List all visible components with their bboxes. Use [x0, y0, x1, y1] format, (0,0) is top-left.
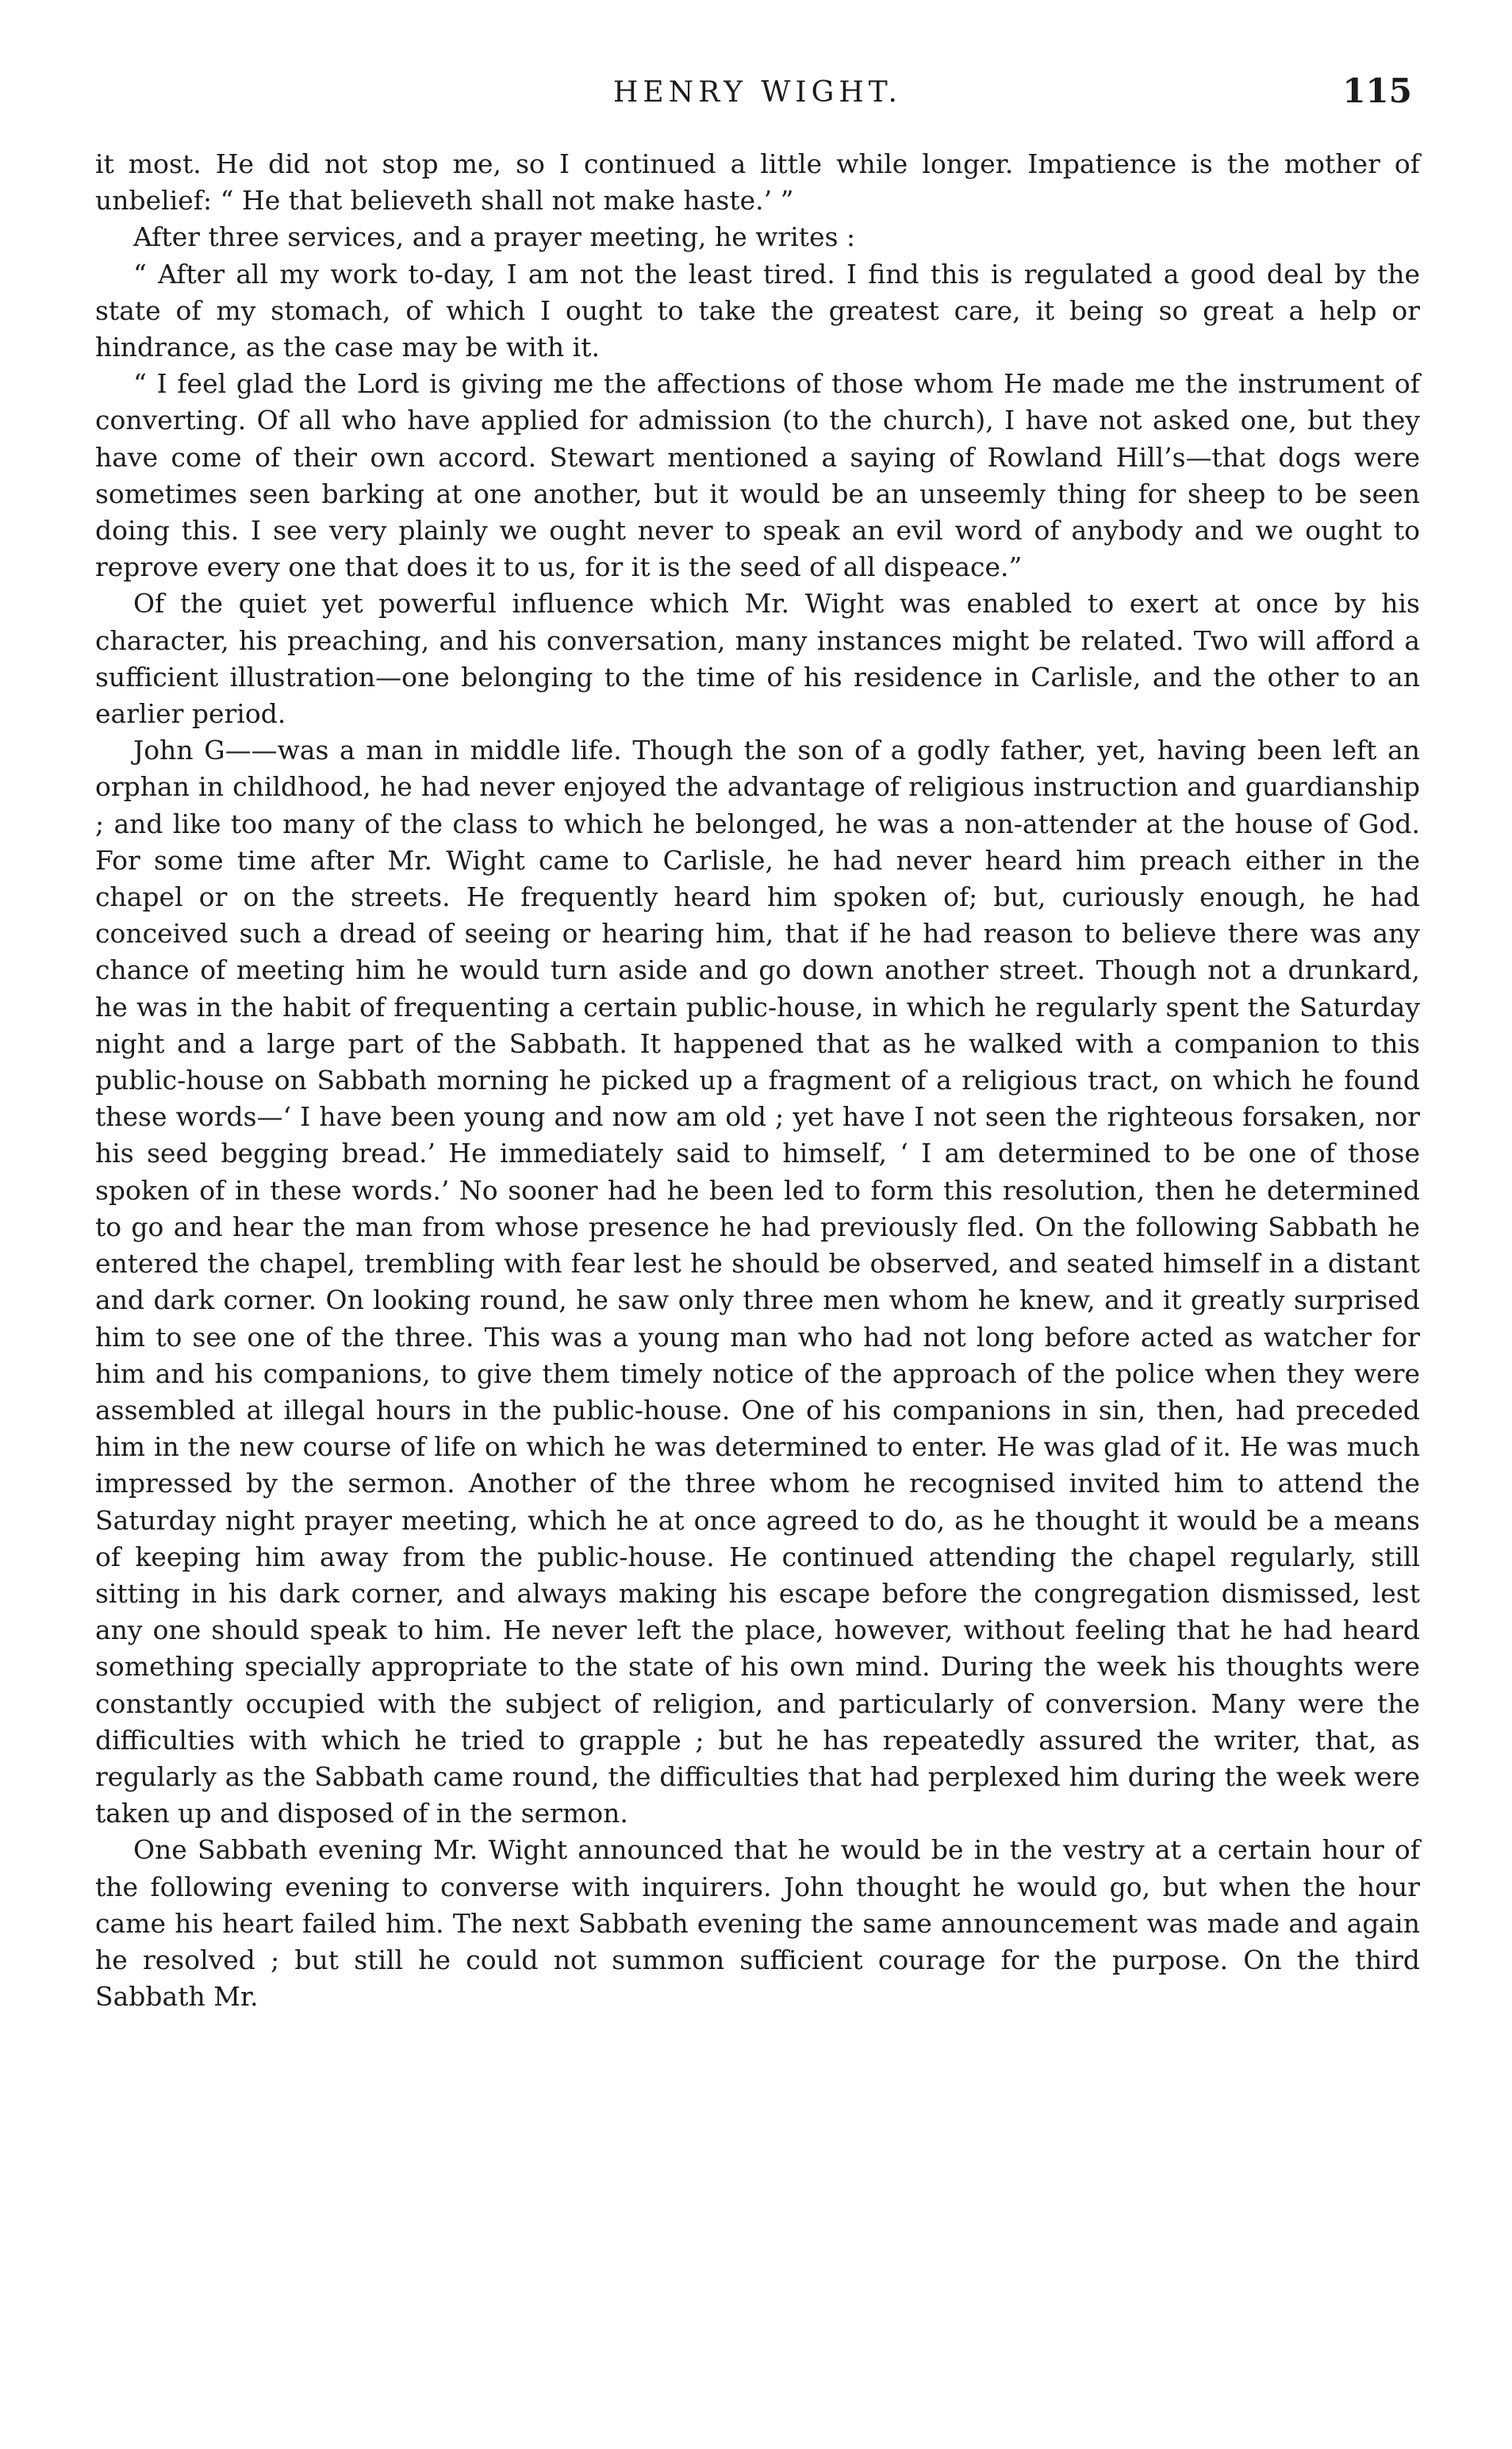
paragraph: it most. He did not stop me, so I continued a little while longer. Impatience is the mother of unbelief: “ He that believeth shall not make haste.’ ” [95, 148, 1420, 217]
paragraph: Of the quiet yet powerful influence which Mr. Wight was enabled to exert at once by his character, his preaching, and his conversation, many instances might be related. Two will afford a sufficient illustration—one belonging to the time of his residence in Carlisle, and the other to an earlier period. [95, 588, 1420, 730]
page-number: 115 [1342, 71, 1412, 110]
paragraph: One Sabbath evening Mr. Wight announced that he would be in the vestry at a certain hour of the following evening to converse with inquirers. John thought he would go, but when the hour came his heart failed him. The next Sabbath evening the same announcement was made and again he resolved ; but still he could not summon sufficient courage for the purpose. On the third Sabbath Mr. [95, 1834, 1420, 2013]
running-head [95, 71, 1420, 119]
body-text [95, 146, 1420, 2015]
book-page [95, 71, 1420, 2015]
paragraph: “ After all my work to-day, I am not the least tired. I find this is regulated a good deal by the state of my stomach, of which I ought to take the greatest care, it being so great a help or hindrance, as the case may be with it. [95, 258, 1420, 363]
running-title: HENRY WIGHT. [613, 76, 902, 109]
paragraph: After three services, and a prayer meeting, he writes : [133, 221, 856, 253]
paragraph: “ I feel glad the Lord is giving me the affections of those whom He made me the instrument of converting. Of all who have applied for admission (to the church), I have not asked one, but they have come of their own accord. Stewart mentioned a saying of Rowland Hill’s—that dogs were sometimes seen barking at one another, but it would be an unseemly thing for sheep to be seen doing this. I see very plainly we ought never to speak an evil word of anybody and we ought to reprove every one that does it to us, for it is the seed of all dispeace.” [95, 368, 1420, 583]
paragraph: John G——was a man in middle life. Though the son of a godly father, yet, having been left an orphan in childhood, he had never enjoyed the advantage of religious instruction and guardianship ; and like too many of the class to which he belonged, he was a non-attender at the house of God. For some time after Mr. Wight came to Carlisle, he had never heard him preach either in the chapel or on the streets. He frequently heard him spoken of; but, curiously enough, he had conceived such a dread of seeing or hearing him, that if he had reason to believe there was any chance of meeting him he would turn aside and go down another street. Though not a drunkard, he was in the habit of frequenting a certain public-house, in which he regularly spent the Saturday night and a large part of the Sabbath. It happened that as he walked with a companion to this public-house on Sabbath morning he picked up a fragment of a religious tract, on which he found these words—‘ I have been young and now am old ; yet have I not seen the righteous forsaken, nor his seed begging bread.’ He immediately said to himself, ‘ I am determined to be one of those spoken of in these words.’ No sooner had he been led to form this resolution, then he determined to go and hear the man from whose presence he had previously fled. On the following Sabbath he entered the chapel, trembling with fear lest he should be observed, and seated himself in a distant and dark corner. On looking round, he saw only three men whom he knew, and it greatly surprised him to see one of the three. This was a young man who had not long before acted as watcher for him and his companions, to give them timely notice of the approach of the police when they were assembled at illegal hours in the public-house. One of his companions in sin, then, had preceded him in the new course of life on which he was determined to enter. He was glad of it. He was much impressed by the sermon. Another of the three whom he recognised invited him to attend the Saturday night prayer meeting, which he at once agreed to do, as he thought it would be a means of keeping him away from the public-house. He continued attending the chapel regularly, still sitting in his dark corner, and always making his escape before the congregation dismissed, lest any one should speak to him. He never left the place, however, without feeling that he had heard something specially appropriate to the state of his own mind. During the week his thoughts were constantly occupied with the subject of religion, and particularly of conversion. Many were the difficulties with which he tried to grapple ; but he has repeatedly assured the writer, that, as regularly as the Sabbath came round, the difficulties that had perplexed him during the week were taken up and disposed of in the sermon. [95, 735, 1420, 1829]
